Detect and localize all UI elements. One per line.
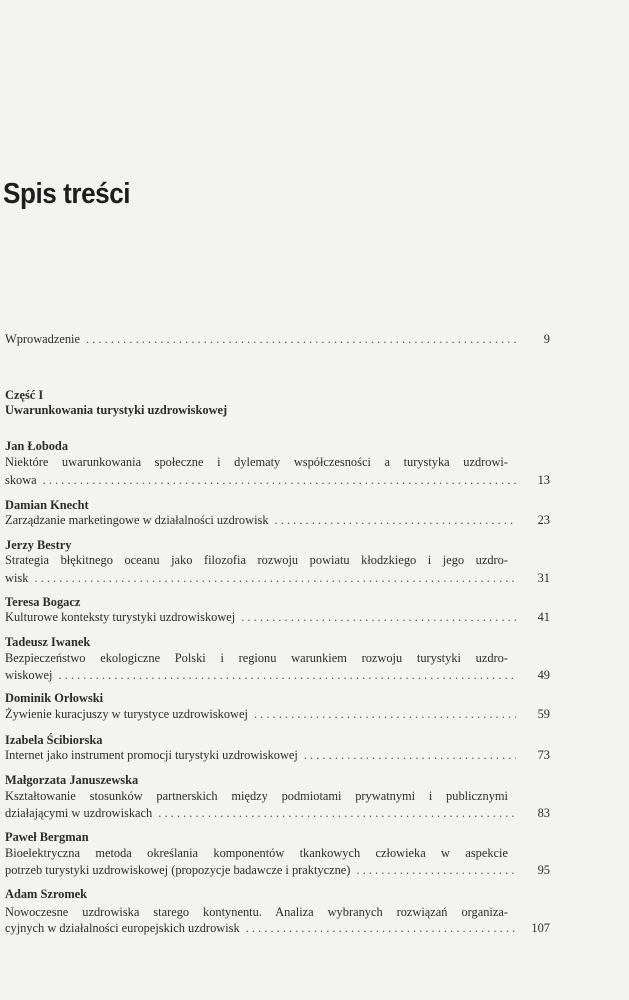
toc-entry-author: Małgorzata Januszewska	[5, 773, 139, 787]
toc-entry-title: Wprowadzenie	[5, 332, 80, 346]
toc-entry-title: cyjnych w działalności europejskich uzdrowisk	[5, 921, 240, 935]
toc-page-number: 73	[537, 748, 550, 762]
toc-page-number: 83	[537, 806, 550, 820]
dot-leader	[158, 805, 516, 821]
toc-entry-title-line[interactable]: Nowoczesne uzdrowiska starego kontynentu. Analiza wybranych rozwiązań organiza-	[5, 905, 508, 919]
toc-entry-author: Tadeusz Iwanek	[5, 635, 91, 649]
toc-entry-line[interactable]	[5, 570, 550, 586]
toc-entry-author: Jerzy Bestry	[5, 538, 72, 552]
toc-entry-title: działającymi w uzdrowiskach	[5, 806, 153, 820]
dot-leader	[241, 609, 516, 625]
toc-entry-line[interactable]	[5, 512, 550, 528]
toc-entry-intro[interactable]	[5, 331, 550, 347]
toc-page-number: 9	[543, 332, 550, 346]
part-title: Uwarunkowania turystyki uzdrowiskowej	[5, 403, 228, 417]
toc-page-number: 23	[537, 513, 550, 527]
toc-entry-title-line[interactable]: Bezpieczeństwo ekologiczne Polski i regionu warunkiem rozwoju turystyki uzdro-	[5, 651, 508, 665]
toc-entry-author: Adam Szromek	[5, 887, 88, 901]
toc-entry-title: potrzeb turystyki uzdrowiskowej (propozycje badawcze i praktyczne)	[5, 863, 351, 877]
dot-leader	[246, 920, 516, 936]
toc-entry-author: Jan Łoboda	[5, 439, 69, 453]
toc-page-number: 59	[537, 707, 550, 721]
toc-entry-title-line[interactable]: Bioelektryczna metoda określania komponentów tkankowych człowieka w aspekcie	[5, 846, 508, 860]
dot-leader	[304, 747, 516, 763]
toc-page-number: 107	[531, 921, 550, 935]
toc-entry-author: Izabela Ścibiorska	[5, 733, 103, 747]
toc-entry-line[interactable]	[5, 706, 550, 722]
toc-entry-title: wiskowej	[5, 668, 53, 682]
dot-leader	[86, 331, 516, 347]
toc-entry-line[interactable]	[5, 667, 550, 683]
toc-entry-title: Żywienie kuracjuszy w turystyce uzdrowiskowej	[5, 707, 248, 721]
dot-leader	[43, 472, 516, 488]
toc-page-number: 41	[537, 610, 550, 624]
toc-entry-title: Kulturowe konteksty turystyki uzdrowiskowej	[5, 610, 236, 624]
toc-entry-author: Teresa Bogacz	[5, 595, 81, 609]
toc-entry-author: Dominik Orłowski	[5, 691, 104, 705]
dot-leader	[356, 862, 516, 878]
dot-leader	[59, 667, 517, 683]
page-title: Spis treści	[3, 178, 131, 210]
part-number: Część I	[5, 388, 44, 402]
toc-entry-title: Zarządzanie marketingowe w działalności uzdrowisk	[5, 513, 269, 527]
toc-entry-line[interactable]	[5, 472, 550, 488]
toc-entry-author: Damian Knecht	[5, 498, 89, 512]
toc-entry-line[interactable]	[5, 609, 550, 625]
toc-page-number: 13	[537, 473, 550, 487]
dot-leader	[34, 570, 516, 586]
toc-entry-title: wisk	[5, 571, 29, 585]
dot-leader	[254, 706, 516, 722]
toc-entry-line[interactable]	[5, 805, 550, 821]
toc-entry-title-line[interactable]: Kształtowanie stosunków partnerskich między podmiotami prywatnymi i publicznymi	[5, 789, 508, 803]
toc-entry-title-line[interactable]: Strategia błękitnego oceanu jako filozofia rozwoju powiatu kłodzkiego i jego uzdro-	[5, 553, 508, 567]
toc-entry-line[interactable]	[5, 862, 550, 878]
toc-entry-title: Internet jako instrument promocji turystyki uzdrowiskowej	[5, 748, 298, 762]
toc-entry-line[interactable]	[5, 747, 550, 763]
dot-leader	[275, 512, 516, 528]
toc-entry-title: skowa	[5, 473, 37, 487]
toc-entry-line[interactable]	[5, 920, 550, 936]
toc-page-number: 49	[537, 668, 550, 682]
toc-entry-author: Paweł Bergman	[5, 830, 89, 844]
toc-page-number: 95	[537, 863, 550, 877]
toc-entry-title-line[interactable]: Niektóre uwarunkowania społeczne i dylematy współczesności a turystyka uzdrowi-	[5, 455, 508, 469]
toc-page-number: 31	[537, 571, 550, 585]
